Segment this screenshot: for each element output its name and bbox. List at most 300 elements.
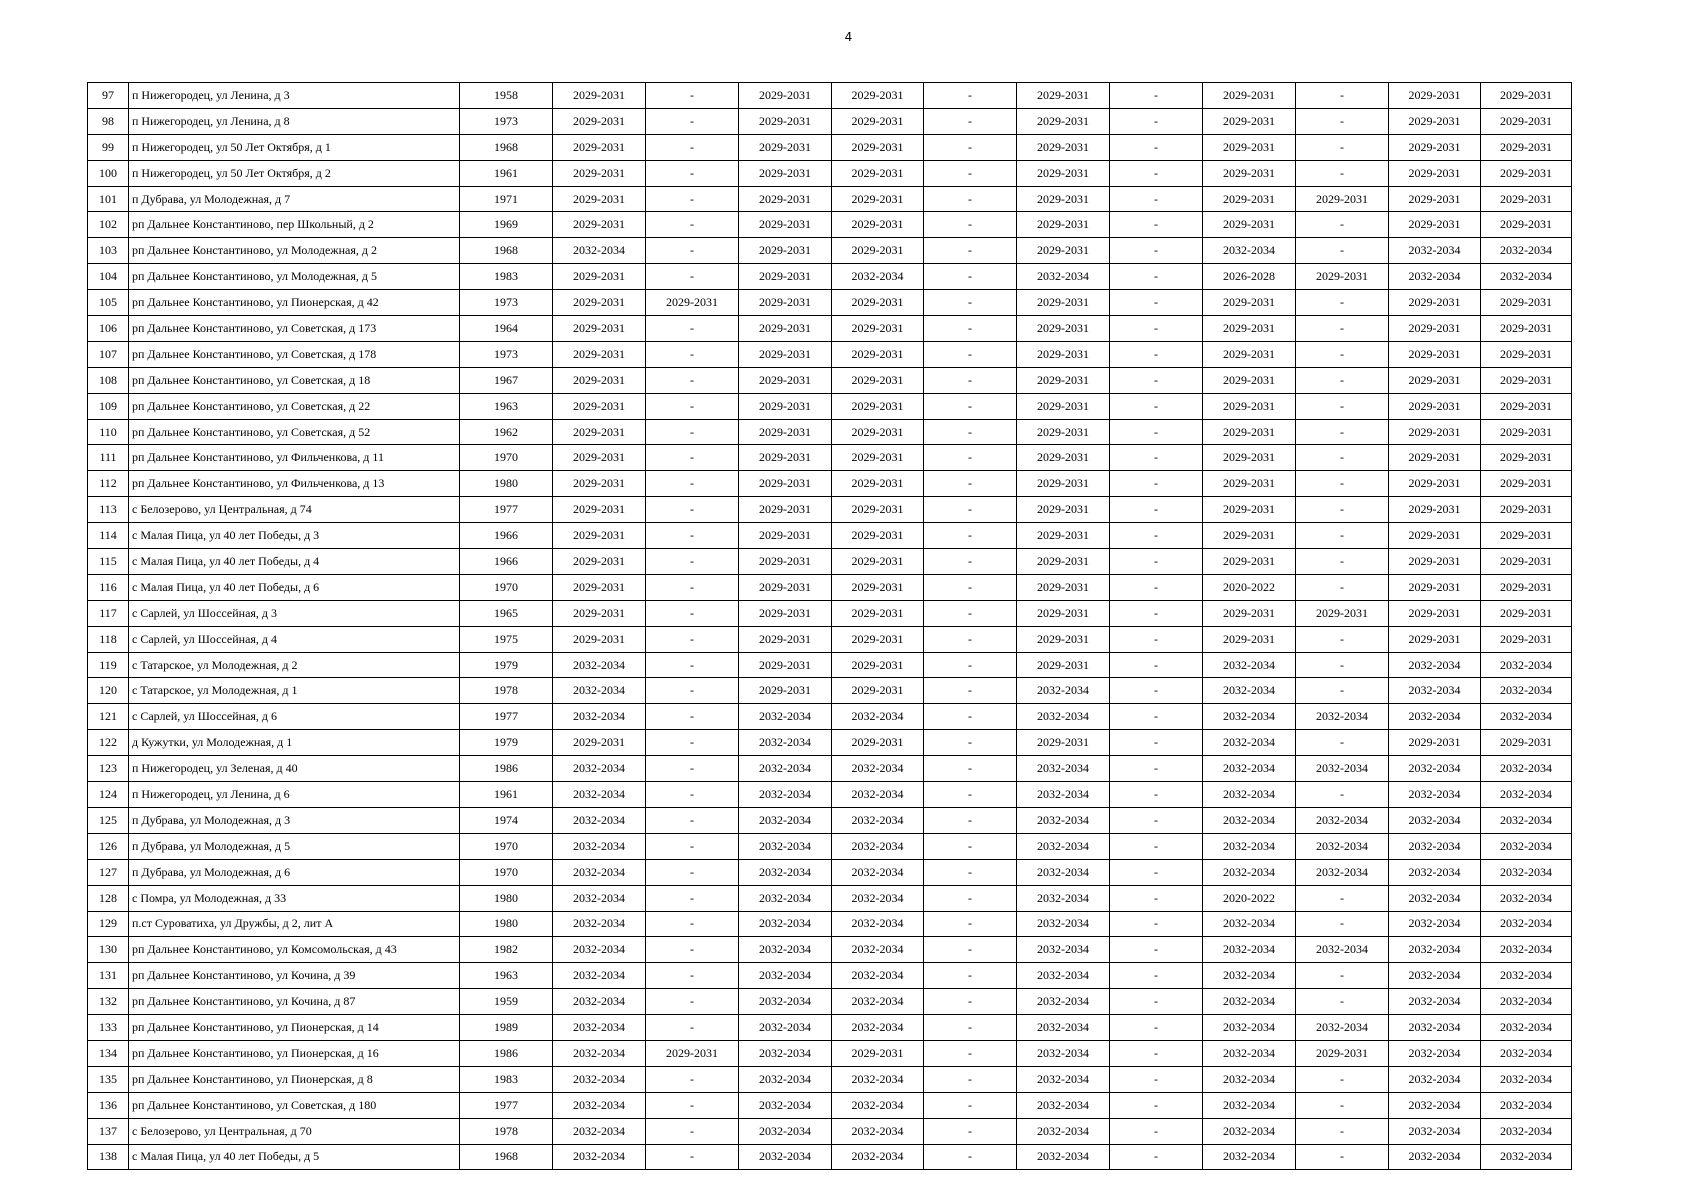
- row-number-cell: 99: [88, 134, 129, 160]
- year-cell: 1967: [460, 367, 553, 393]
- year-cell: 1982: [460, 937, 553, 963]
- year-cell: 1977: [460, 704, 553, 730]
- period-cell: -: [1296, 652, 1389, 678]
- row-number-cell: 104: [88, 264, 129, 290]
- address-cell: рп Дальнее Константиново, ул Пионерская, д 8: [129, 1066, 460, 1092]
- year-cell: 1971: [460, 186, 553, 212]
- period-cell: -: [1110, 497, 1203, 523]
- period-cell: 2029-2031: [1203, 186, 1296, 212]
- period-cell: 2029-2031: [1481, 574, 1572, 600]
- period-cell: 2032-2034: [1481, 1066, 1572, 1092]
- period-cell: 2029-2031: [1389, 549, 1481, 575]
- period-cell: 2032-2034: [553, 782, 646, 808]
- period-cell: 2032-2034: [832, 937, 924, 963]
- period-cell: 2032-2034: [1017, 1040, 1110, 1066]
- period-cell: 2032-2034: [1296, 1015, 1389, 1041]
- period-cell: 2032-2034: [739, 730, 832, 756]
- period-cell: 2032-2034: [1203, 1015, 1296, 1041]
- address-cell: с Белозерово, ул Центральная, д 74: [129, 497, 460, 523]
- period-cell: 2032-2034: [1389, 1040, 1481, 1066]
- period-cell: 2032-2034: [1203, 1066, 1296, 1092]
- period-cell: -: [924, 367, 1017, 393]
- period-cell: 2029-2031: [832, 652, 924, 678]
- period-cell: -: [924, 1118, 1017, 1144]
- period-cell: -: [924, 212, 1017, 238]
- year-cell: 1980: [460, 911, 553, 937]
- table-body: [88, 83, 1572, 1170]
- period-cell: -: [1296, 678, 1389, 704]
- address-cell: рп Дальнее Константиново, ул Советская, д 52: [129, 419, 460, 445]
- period-cell: 2029-2031: [739, 186, 832, 212]
- period-cell: 2029-2031: [832, 678, 924, 704]
- period-cell: -: [1110, 393, 1203, 419]
- row-number-cell: 113: [88, 497, 129, 523]
- year-cell: 1973: [460, 341, 553, 367]
- address-cell: с Сарлей, ул Шоссейная, д 6: [129, 704, 460, 730]
- period-cell: 2032-2034: [553, 652, 646, 678]
- period-cell: -: [924, 290, 1017, 316]
- row-number-cell: 133: [88, 1015, 129, 1041]
- table-row: [88, 963, 1572, 989]
- period-cell: 2032-2034: [553, 1066, 646, 1092]
- year-cell: 1968: [460, 134, 553, 160]
- period-cell: 2032-2034: [739, 704, 832, 730]
- year-cell: 1979: [460, 730, 553, 756]
- period-cell: 2032-2034: [1481, 678, 1572, 704]
- period-cell: -: [1296, 160, 1389, 186]
- period-cell: -: [1110, 445, 1203, 471]
- year-cell: 1958: [460, 83, 553, 109]
- period-cell: 2029-2031: [739, 160, 832, 186]
- period-cell: -: [924, 756, 1017, 782]
- period-cell: -: [646, 756, 739, 782]
- period-cell: 2029-2031: [1389, 341, 1481, 367]
- period-cell: 2029-2031: [1017, 186, 1110, 212]
- table-row: [88, 341, 1572, 367]
- period-cell: 2032-2034: [1481, 833, 1572, 859]
- period-cell: 2032-2034: [1017, 963, 1110, 989]
- period-cell: -: [1110, 83, 1203, 109]
- period-cell: -: [646, 549, 739, 575]
- period-cell: 2032-2034: [739, 1040, 832, 1066]
- period-cell: -: [646, 497, 739, 523]
- period-cell: -: [646, 833, 739, 859]
- period-cell: -: [1110, 963, 1203, 989]
- page-number: 4: [844, 30, 853, 44]
- period-cell: 2029-2031: [739, 549, 832, 575]
- period-cell: 2029-2031: [1017, 108, 1110, 134]
- address-cell: с Татарское, ул Молодежная, д 2: [129, 652, 460, 678]
- period-cell: 2032-2034: [832, 704, 924, 730]
- period-cell: -: [1296, 83, 1389, 109]
- period-cell: -: [1296, 1144, 1389, 1170]
- period-cell: 2032-2034: [1017, 1015, 1110, 1041]
- period-cell: 2029-2031: [1203, 316, 1296, 342]
- period-cell: 2029-2031: [1481, 108, 1572, 134]
- period-cell: -: [1110, 704, 1203, 730]
- row-number-cell: 98: [88, 108, 129, 134]
- period-cell: 2032-2034: [1481, 963, 1572, 989]
- period-cell: 2029-2031: [646, 290, 739, 316]
- row-number-cell: 122: [88, 730, 129, 756]
- period-cell: 2032-2034: [1203, 833, 1296, 859]
- period-cell: 2032-2034: [1481, 1144, 1572, 1170]
- period-cell: -: [924, 704, 1017, 730]
- period-cell: 2032-2034: [739, 937, 832, 963]
- period-cell: -: [1296, 782, 1389, 808]
- period-cell: 2032-2034: [1203, 911, 1296, 937]
- row-number-cell: 131: [88, 963, 129, 989]
- period-cell: -: [1110, 1144, 1203, 1170]
- period-cell: 2029-2031: [553, 730, 646, 756]
- table-row: [88, 859, 1572, 885]
- period-cell: 2032-2034: [553, 807, 646, 833]
- period-cell: -: [1110, 626, 1203, 652]
- period-cell: 2029-2031: [1203, 367, 1296, 393]
- row-number-cell: 127: [88, 859, 129, 885]
- period-cell: 2032-2034: [1389, 989, 1481, 1015]
- period-cell: -: [1110, 316, 1203, 342]
- period-cell: 2029-2031: [739, 134, 832, 160]
- year-cell: 1969: [460, 212, 553, 238]
- period-cell: 2029-2031: [1017, 549, 1110, 575]
- period-cell: 2029-2031: [832, 212, 924, 238]
- address-cell: рп Дальнее Константиново, ул Молодежная, д 5: [129, 264, 460, 290]
- period-cell: 2032-2034: [1203, 859, 1296, 885]
- period-cell: 2029-2031: [832, 290, 924, 316]
- table-row: [88, 160, 1572, 186]
- year-cell: 1970: [460, 574, 553, 600]
- address-cell: рп Дальнее Константиново, ул Советская, д 173: [129, 316, 460, 342]
- period-cell: -: [924, 393, 1017, 419]
- period-cell: 2029-2031: [1389, 445, 1481, 471]
- period-cell: 2029-2031: [1017, 341, 1110, 367]
- period-cell: 2029-2031: [1203, 341, 1296, 367]
- period-cell: 2032-2034: [1389, 264, 1481, 290]
- period-cell: 2029-2031: [739, 445, 832, 471]
- period-cell: 2032-2034: [553, 859, 646, 885]
- address-cell: с Малая Пица, ул 40 лет Победы, д 6: [129, 574, 460, 600]
- period-cell: -: [1110, 652, 1203, 678]
- period-cell: -: [1110, 756, 1203, 782]
- period-cell: -: [1110, 807, 1203, 833]
- period-cell: 2029-2031: [739, 264, 832, 290]
- table-row: [88, 393, 1572, 419]
- period-cell: 2032-2034: [1017, 911, 1110, 937]
- period-cell: 2029-2031: [1017, 419, 1110, 445]
- period-cell: -: [1110, 782, 1203, 808]
- period-cell: 2032-2034: [1481, 238, 1572, 264]
- period-cell: 2032-2034: [1203, 937, 1296, 963]
- period-cell: 2029-2031: [1017, 445, 1110, 471]
- period-cell: 2029-2031: [832, 445, 924, 471]
- period-cell: -: [1296, 1092, 1389, 1118]
- row-number-cell: 118: [88, 626, 129, 652]
- period-cell: 2029-2031: [1296, 1040, 1389, 1066]
- period-cell: 2032-2034: [1389, 1066, 1481, 1092]
- address-cell: рп Дальнее Константиново, ул Пионерская, д 14: [129, 1015, 460, 1041]
- year-cell: 1963: [460, 963, 553, 989]
- period-cell: 2032-2034: [832, 989, 924, 1015]
- table-row: [88, 1092, 1572, 1118]
- year-cell: 1974: [460, 807, 553, 833]
- period-cell: 2032-2034: [1017, 885, 1110, 911]
- period-cell: 2029-2031: [553, 445, 646, 471]
- address-cell: п Нижегородец, ул 50 Лет Октября, д 2: [129, 160, 460, 186]
- period-cell: 2032-2034: [1389, 911, 1481, 937]
- period-cell: -: [924, 1092, 1017, 1118]
- period-cell: 2032-2034: [1017, 807, 1110, 833]
- period-cell: 2029-2031: [1203, 497, 1296, 523]
- period-cell: 2029-2031: [553, 316, 646, 342]
- year-cell: 1978: [460, 678, 553, 704]
- period-cell: 2032-2034: [832, 807, 924, 833]
- period-cell: 2032-2034: [553, 756, 646, 782]
- period-cell: 2032-2034: [1203, 782, 1296, 808]
- period-cell: -: [1110, 574, 1203, 600]
- period-cell: -: [924, 523, 1017, 549]
- period-cell: -: [924, 600, 1017, 626]
- row-number-cell: 126: [88, 833, 129, 859]
- period-cell: -: [1296, 445, 1389, 471]
- year-cell: 1968: [460, 1144, 553, 1170]
- period-cell: 2029-2031: [1203, 83, 1296, 109]
- period-cell: 2029-2031: [1203, 108, 1296, 134]
- period-cell: 2032-2034: [1481, 756, 1572, 782]
- address-cell: с Малая Пица, ул 40 лет Победы, д 4: [129, 549, 460, 575]
- period-cell: -: [1296, 419, 1389, 445]
- period-cell: 2029-2031: [739, 290, 832, 316]
- period-cell: 2029-2031: [739, 238, 832, 264]
- table-row: [88, 678, 1572, 704]
- period-cell: -: [924, 678, 1017, 704]
- period-cell: 2032-2034: [1389, 885, 1481, 911]
- period-cell: 2032-2034: [1296, 833, 1389, 859]
- schedule-table: [87, 82, 1572, 1170]
- period-cell: 2029-2031: [553, 497, 646, 523]
- period-cell: 2029-2031: [1203, 160, 1296, 186]
- period-cell: -: [924, 807, 1017, 833]
- period-cell: -: [924, 782, 1017, 808]
- row-number-cell: 111: [88, 445, 129, 471]
- period-cell: -: [924, 1066, 1017, 1092]
- period-cell: -: [1296, 1118, 1389, 1144]
- period-cell: 2029-2031: [832, 523, 924, 549]
- period-cell: 2029-2031: [739, 108, 832, 134]
- period-cell: 2029-2031: [1481, 316, 1572, 342]
- period-cell: 2029-2031: [646, 1040, 739, 1066]
- address-cell: с Белозерово, ул Центральная, д 70: [129, 1118, 460, 1144]
- period-cell: 2032-2034: [1481, 264, 1572, 290]
- period-cell: 2029-2031: [553, 264, 646, 290]
- row-number-cell: 108: [88, 367, 129, 393]
- row-number-cell: 125: [88, 807, 129, 833]
- period-cell: -: [646, 1118, 739, 1144]
- period-cell: 2032-2034: [1389, 1144, 1481, 1170]
- period-cell: 2029-2031: [553, 367, 646, 393]
- period-cell: 2029-2031: [832, 238, 924, 264]
- period-cell: -: [924, 1015, 1017, 1041]
- period-cell: 2032-2034: [832, 782, 924, 808]
- period-cell: 2032-2034: [1017, 782, 1110, 808]
- period-cell: -: [646, 963, 739, 989]
- period-cell: 2029-2031: [1481, 290, 1572, 316]
- period-cell: 2029-2031: [553, 341, 646, 367]
- period-cell: 2032-2034: [739, 989, 832, 1015]
- period-cell: 2029-2031: [1203, 626, 1296, 652]
- period-cell: 2032-2034: [553, 885, 646, 911]
- period-cell: -: [924, 497, 1017, 523]
- period-cell: 2032-2034: [553, 963, 646, 989]
- period-cell: -: [924, 186, 1017, 212]
- period-cell: -: [924, 937, 1017, 963]
- period-cell: 2032-2034: [1389, 833, 1481, 859]
- address-cell: рп Дальнее Константиново, ул Пионерская, д 42: [129, 290, 460, 316]
- year-cell: 1979: [460, 652, 553, 678]
- period-cell: -: [646, 885, 739, 911]
- period-cell: 2032-2034: [1389, 963, 1481, 989]
- address-cell: п Нижегородец, ул Ленина, д 6: [129, 782, 460, 808]
- period-cell: -: [924, 626, 1017, 652]
- year-cell: 1989: [460, 1015, 553, 1041]
- period-cell: 2020-2022: [1203, 885, 1296, 911]
- year-cell: 1983: [460, 264, 553, 290]
- period-cell: 2032-2034: [1296, 937, 1389, 963]
- period-cell: -: [1296, 911, 1389, 937]
- period-cell: 2029-2031: [1389, 600, 1481, 626]
- period-cell: 2029-2031: [1389, 626, 1481, 652]
- period-cell: -: [1296, 549, 1389, 575]
- address-cell: с Малая Пица, ул 40 лет Победы, д 3: [129, 523, 460, 549]
- period-cell: 2029-2031: [1389, 212, 1481, 238]
- period-cell: 2032-2034: [1389, 859, 1481, 885]
- table-row: [88, 290, 1572, 316]
- period-cell: 2032-2034: [1203, 1118, 1296, 1144]
- period-cell: -: [646, 186, 739, 212]
- period-cell: -: [646, 807, 739, 833]
- period-cell: 2032-2034: [553, 704, 646, 730]
- address-cell: п Нижегородец, ул 50 Лет Октября, д 1: [129, 134, 460, 160]
- period-cell: 2029-2031: [1296, 600, 1389, 626]
- period-cell: 2032-2034: [1481, 1040, 1572, 1066]
- period-cell: -: [924, 341, 1017, 367]
- table-row: [88, 989, 1572, 1015]
- period-cell: 2029-2031: [553, 160, 646, 186]
- period-cell: 2029-2031: [1481, 393, 1572, 419]
- period-cell: 2029-2031: [739, 471, 832, 497]
- period-cell: 2029-2031: [1203, 549, 1296, 575]
- period-cell: 2029-2031: [1481, 471, 1572, 497]
- period-cell: -: [924, 885, 1017, 911]
- address-cell: рп Дальнее Константиново, ул Советская, д 180: [129, 1092, 460, 1118]
- year-cell: 1980: [460, 471, 553, 497]
- period-cell: 2029-2031: [832, 83, 924, 109]
- period-cell: -: [1296, 212, 1389, 238]
- period-cell: 2032-2034: [1389, 1015, 1481, 1041]
- table-row: [88, 264, 1572, 290]
- table-row: [88, 1040, 1572, 1066]
- table-row: [88, 704, 1572, 730]
- period-cell: 2032-2034: [1017, 1066, 1110, 1092]
- period-cell: 2029-2031: [1017, 393, 1110, 419]
- period-cell: -: [1296, 523, 1389, 549]
- period-cell: 2029-2031: [1017, 316, 1110, 342]
- period-cell: 2029-2031: [1389, 367, 1481, 393]
- year-cell: 1978: [460, 1118, 553, 1144]
- period-cell: -: [1110, 600, 1203, 626]
- period-cell: 2032-2034: [1481, 937, 1572, 963]
- period-cell: 2032-2034: [739, 1066, 832, 1092]
- period-cell: -: [924, 264, 1017, 290]
- period-cell: -: [1110, 1015, 1203, 1041]
- period-cell: 2029-2031: [1481, 626, 1572, 652]
- row-number-cell: 103: [88, 238, 129, 264]
- period-cell: 2029-2031: [1203, 419, 1296, 445]
- row-number-cell: 121: [88, 704, 129, 730]
- table-row: [88, 833, 1572, 859]
- period-cell: 2032-2034: [1203, 1144, 1296, 1170]
- period-cell: 2029-2031: [832, 316, 924, 342]
- period-cell: -: [1110, 859, 1203, 885]
- period-cell: -: [646, 730, 739, 756]
- period-cell: 2032-2034: [739, 963, 832, 989]
- row-number-cell: 132: [88, 989, 129, 1015]
- period-cell: 2029-2031: [553, 186, 646, 212]
- period-cell: 2032-2034: [832, 911, 924, 937]
- period-cell: -: [924, 83, 1017, 109]
- year-cell: 1966: [460, 523, 553, 549]
- period-cell: -: [646, 1015, 739, 1041]
- period-cell: 2032-2034: [1017, 833, 1110, 859]
- period-cell: 2029-2031: [553, 419, 646, 445]
- period-cell: -: [1110, 341, 1203, 367]
- period-cell: 2032-2034: [1203, 756, 1296, 782]
- period-cell: 2029-2031: [553, 393, 646, 419]
- row-number-cell: 112: [88, 471, 129, 497]
- period-cell: 2032-2034: [1203, 963, 1296, 989]
- period-cell: -: [1296, 471, 1389, 497]
- period-cell: 2029-2031: [1203, 212, 1296, 238]
- year-cell: 1973: [460, 108, 553, 134]
- period-cell: 2032-2034: [1389, 937, 1481, 963]
- period-cell: -: [646, 419, 739, 445]
- period-cell: -: [646, 626, 739, 652]
- period-cell: -: [1296, 730, 1389, 756]
- period-cell: 2029-2031: [1017, 574, 1110, 600]
- table-row: [88, 937, 1572, 963]
- period-cell: 2029-2031: [739, 212, 832, 238]
- period-cell: 2029-2031: [1017, 600, 1110, 626]
- period-cell: 2032-2034: [1017, 1118, 1110, 1144]
- period-cell: 2032-2034: [1481, 885, 1572, 911]
- period-cell: -: [1110, 523, 1203, 549]
- address-cell: рп Дальнее Константиново, ул Фильченкова, д 11: [129, 445, 460, 471]
- period-cell: -: [924, 1144, 1017, 1170]
- table-row: [88, 730, 1572, 756]
- period-cell: -: [924, 574, 1017, 600]
- address-cell: рп Дальнее Константиново, ул Пионерская, д 16: [129, 1040, 460, 1066]
- address-cell: п Нижегородец, ул Зеленая, д 40: [129, 756, 460, 782]
- table-row: [88, 911, 1572, 937]
- period-cell: -: [646, 445, 739, 471]
- row-number-cell: 124: [88, 782, 129, 808]
- period-cell: 2029-2031: [832, 497, 924, 523]
- period-cell: 2029-2031: [553, 549, 646, 575]
- period-cell: 2032-2034: [832, 1015, 924, 1041]
- period-cell: -: [924, 134, 1017, 160]
- period-cell: -: [1296, 134, 1389, 160]
- address-cell: рп Дальнее Константиново, ул Кочина, д 39: [129, 963, 460, 989]
